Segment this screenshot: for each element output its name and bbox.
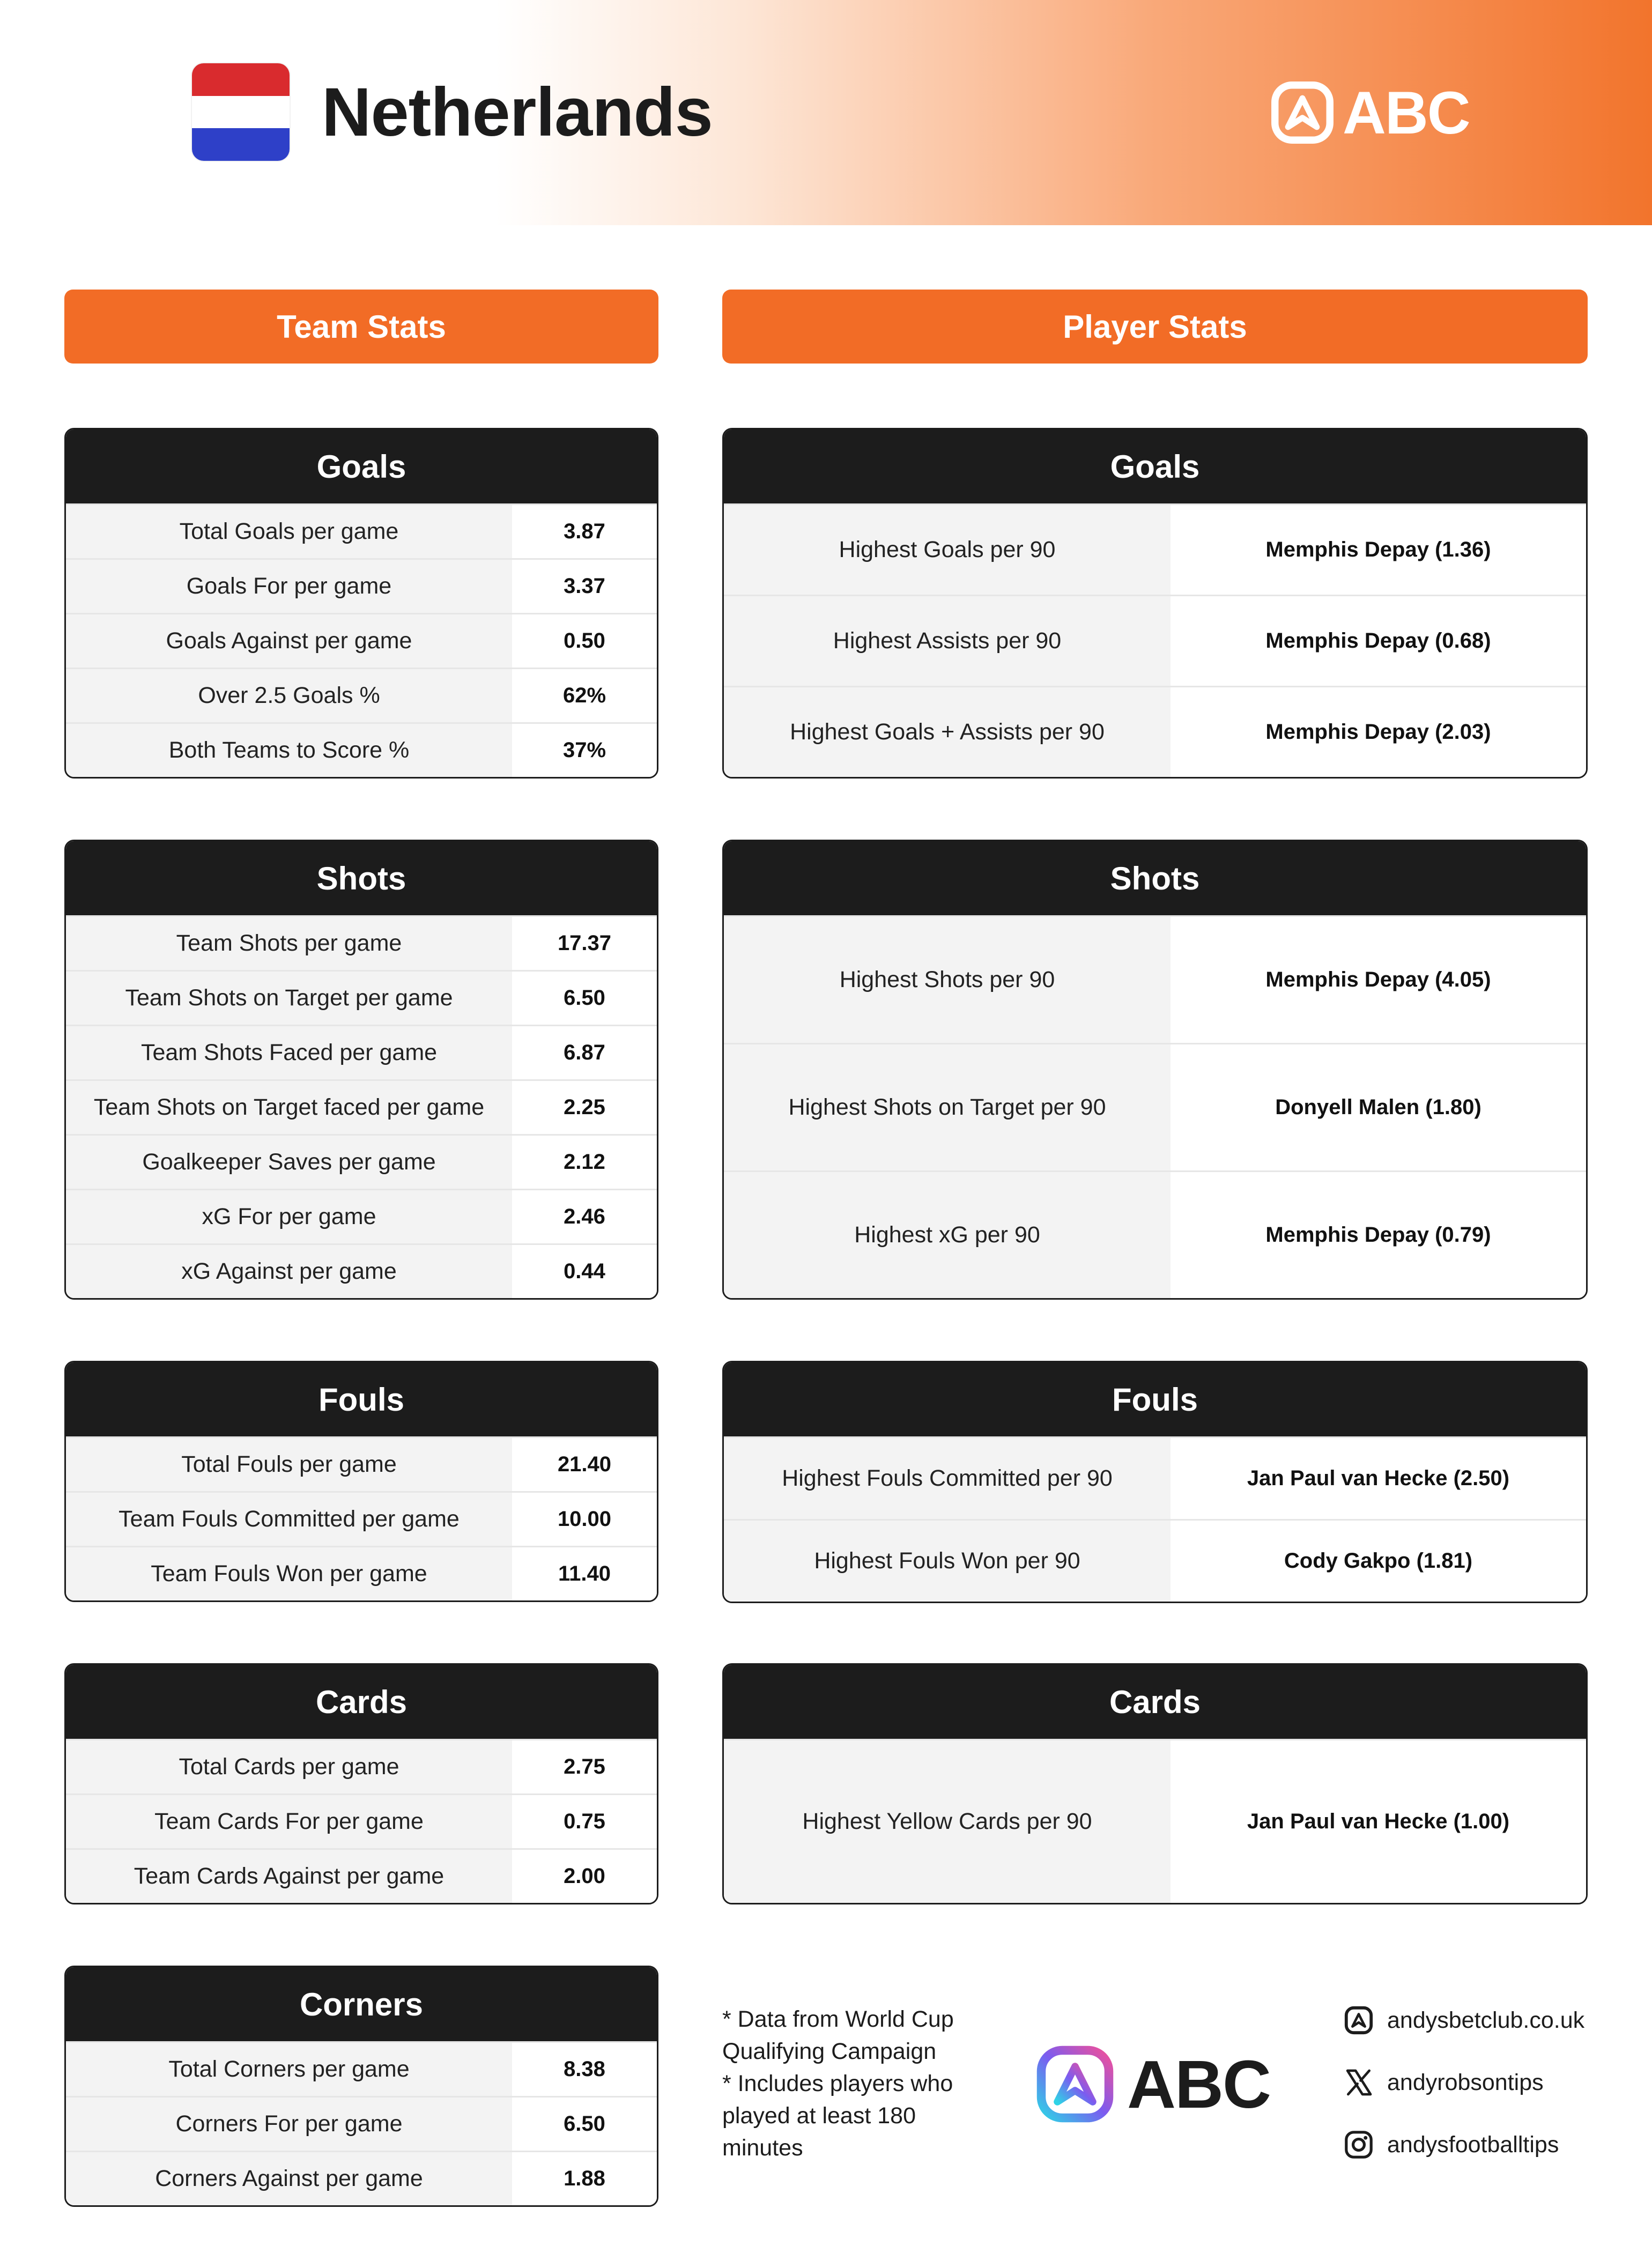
- stat-label: Corners Against per game: [66, 2152, 512, 2205]
- stat-value: 11.40: [512, 1547, 657, 1600]
- table-row: [66, 1546, 657, 1600]
- table-row: [66, 2041, 657, 2096]
- stat-value: 2.00: [512, 1850, 657, 1903]
- player-shots-card: [722, 840, 1588, 1300]
- stat-value: 8.38: [512, 2043, 657, 2096]
- brand-name: ABC: [1343, 79, 1470, 146]
- stat-label: Team Fouls Committed per game: [66, 1493, 512, 1546]
- stat-value: 2.46: [512, 1190, 657, 1243]
- instagram-handle: andysfootballtips: [1387, 2131, 1559, 2158]
- stat-label: Team Fouls Won per game: [66, 1547, 512, 1600]
- footnote: * Data from World Cup Qualifying Campaign: [722, 2006, 954, 2064]
- website-text: andysbetclub.co.uk: [1387, 2007, 1585, 2033]
- table-row: [66, 668, 657, 722]
- table-row: [724, 686, 1586, 777]
- table-row: [66, 503, 657, 558]
- table-row: [66, 1025, 657, 1079]
- footnote: * Includes players who played at least 180 minutes: [722, 2071, 953, 2161]
- stat-label: Both Teams to Score %: [66, 724, 512, 777]
- team-corners-card: [64, 1966, 658, 2207]
- stat-label: Highest Assists per 90: [724, 596, 1171, 686]
- card-title: Goals: [724, 429, 1586, 503]
- stat-value: 6.50: [512, 2097, 657, 2151]
- table-row: [66, 1079, 657, 1134]
- player-value: Memphis Depay (0.68): [1171, 596, 1586, 686]
- team-goals-card: [64, 428, 658, 779]
- stat-label: Goalkeeper Saves per game: [66, 1136, 512, 1189]
- stat-label: Total Goals per game: [66, 505, 512, 558]
- table-row: [724, 595, 1586, 686]
- table-row: [66, 2151, 657, 2205]
- table-row: [66, 1436, 657, 1491]
- table-row: [66, 1134, 657, 1189]
- player-value: Memphis Depay (1.36): [1171, 505, 1586, 595]
- stat-label: Team Shots per game: [66, 917, 512, 970]
- social-links: [1343, 2004, 1584, 2191]
- brand-logo-footer: [1035, 2044, 1270, 2124]
- player-value: Memphis Depay (4.05): [1171, 917, 1586, 1043]
- netherlands-flag-icon: [192, 63, 290, 161]
- table-row: [724, 1436, 1586, 1519]
- card-title: Corners: [66, 1967, 657, 2041]
- table-row: [724, 915, 1586, 1043]
- stat-value: 0.50: [512, 614, 657, 668]
- table-row: [66, 1491, 657, 1546]
- brand-logo: [1270, 78, 1470, 147]
- player-value: Memphis Depay (2.03): [1171, 687, 1586, 777]
- stat-value: 62%: [512, 669, 657, 722]
- stat-label: Team Shots Faced per game: [66, 1026, 512, 1079]
- table-row: [66, 1848, 657, 1903]
- stat-value: 10.00: [512, 1493, 657, 1546]
- stat-label: Team Shots on Target faced per game: [66, 1081, 512, 1134]
- instagram-link[interactable]: [1343, 2129, 1584, 2161]
- table-row: [66, 558, 657, 613]
- footnotes: [722, 2003, 1001, 2164]
- stat-label: Highest Shots per 90: [724, 917, 1171, 1043]
- card-title: Cards: [66, 1665, 657, 1739]
- abc-logo-icon: [1270, 80, 1335, 145]
- instagram-icon: [1343, 2129, 1374, 2160]
- table-row: [724, 1043, 1586, 1170]
- table-row: [724, 503, 1586, 595]
- table-row: [66, 1739, 657, 1793]
- card-title: Cards: [724, 1665, 1586, 1739]
- stat-label: Highest Yellow Cards per 90: [724, 1740, 1171, 1903]
- team-cards-card: [64, 1663, 658, 1904]
- x-link[interactable]: [1343, 2066, 1584, 2099]
- stat-label: Total Corners per game: [66, 2043, 512, 2096]
- table-row: [66, 1243, 657, 1298]
- stat-value: 17.37: [512, 917, 657, 970]
- stat-label: Team Cards Against per game: [66, 1850, 512, 1903]
- stat-label: Total Fouls per game: [66, 1438, 512, 1491]
- table-row: [724, 1519, 1586, 1602]
- stat-label: Goals Against per game: [66, 614, 512, 668]
- player-goals-card: [722, 428, 1588, 779]
- table-row: [66, 1189, 657, 1243]
- stat-label: Highest Fouls Won per 90: [724, 1521, 1171, 1602]
- stat-label: xG For per game: [66, 1190, 512, 1243]
- x-handle: andyrobsontips: [1387, 2069, 1544, 2095]
- stat-label: Highest xG per 90: [724, 1172, 1171, 1298]
- player-value: Jan Paul van Hecke (1.00): [1171, 1740, 1586, 1903]
- player-fouls-card: [722, 1361, 1588, 1603]
- stat-value: 0.44: [512, 1245, 657, 1298]
- card-title: Shots: [724, 841, 1586, 915]
- stat-label: Team Cards For per game: [66, 1795, 512, 1848]
- stat-label: Goals For per game: [66, 560, 512, 613]
- player-cards-card: [722, 1663, 1588, 1904]
- card-title: Goals: [66, 429, 657, 503]
- stat-value: 3.37: [512, 560, 657, 613]
- player-stats-header: Player Stats: [722, 290, 1588, 364]
- player-value: Donyell Malen (1.80): [1171, 1044, 1586, 1170]
- stat-label: Over 2.5 Goals %: [66, 669, 512, 722]
- team-shots-card: [64, 840, 658, 1300]
- table-row: [66, 915, 657, 970]
- stat-label: Team Shots on Target per game: [66, 972, 512, 1025]
- card-title: Fouls: [66, 1362, 657, 1436]
- card-title: Shots: [66, 841, 657, 915]
- brand-name: ABC: [1127, 2046, 1270, 2122]
- table-row: [66, 2096, 657, 2151]
- x-icon: [1343, 2067, 1374, 2098]
- stat-label: xG Against per game: [66, 1245, 512, 1298]
- player-value: Memphis Depay (0.79): [1171, 1172, 1586, 1298]
- abc-logo-icon: [1343, 2005, 1374, 2036]
- stat-label: Total Cards per game: [66, 1740, 512, 1793]
- player-value: Cody Gakpo (1.81): [1171, 1521, 1586, 1602]
- table-row: [724, 1170, 1586, 1298]
- website-link[interactable]: [1343, 2004, 1584, 2036]
- card-title: Fouls: [724, 1362, 1586, 1436]
- stat-value: 2.25: [512, 1081, 657, 1134]
- stat-value: 1.88: [512, 2152, 657, 2205]
- page-title: Netherlands: [322, 74, 713, 151]
- team-stats-header: Team Stats: [64, 290, 658, 364]
- stat-label: Corners For per game: [66, 2097, 512, 2151]
- table-row: [66, 722, 657, 777]
- stat-label: Highest Shots on Target per 90: [724, 1044, 1171, 1170]
- stat-value: 0.75: [512, 1795, 657, 1848]
- table-row: [66, 613, 657, 668]
- team-fouls-card: [64, 1361, 658, 1602]
- abc-logo-icon: [1035, 2044, 1115, 2124]
- stat-value: 6.87: [512, 1026, 657, 1079]
- stat-label: Highest Goals + Assists per 90: [724, 687, 1171, 777]
- stat-label: Highest Goals per 90: [724, 505, 1171, 595]
- table-row: [66, 1793, 657, 1848]
- table-row: [724, 1739, 1586, 1903]
- stat-value: 37%: [512, 724, 657, 777]
- stat-value: 2.12: [512, 1136, 657, 1189]
- stat-value: 6.50: [512, 972, 657, 1025]
- stat-label: Highest Fouls Committed per 90: [724, 1438, 1171, 1519]
- stat-value: 2.75: [512, 1740, 657, 1793]
- table-row: [66, 970, 657, 1025]
- stat-value: 3.87: [512, 505, 657, 558]
- stat-value: 21.40: [512, 1438, 657, 1491]
- player-value: Jan Paul van Hecke (2.50): [1171, 1438, 1586, 1519]
